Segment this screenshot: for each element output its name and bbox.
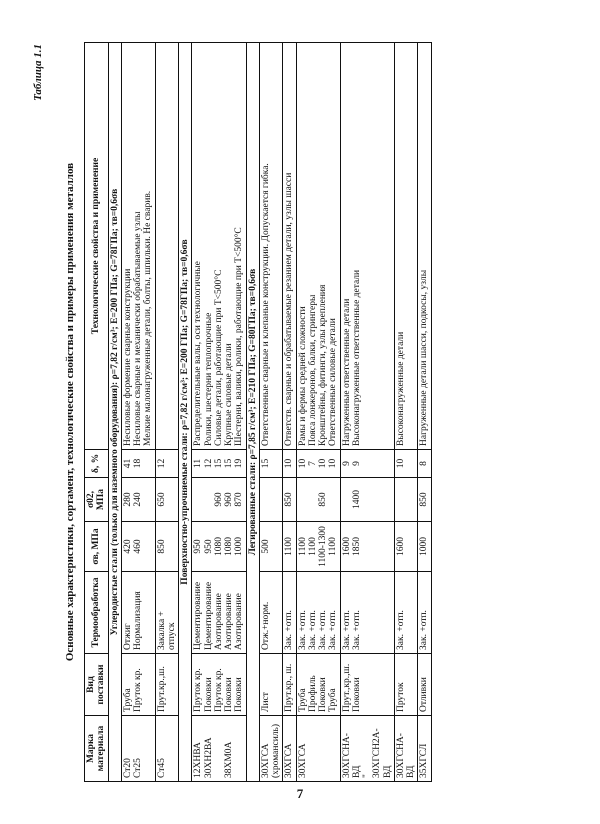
cell-line: 30ХН2ВА (203, 737, 214, 778)
supply-cell (418, 654, 431, 716)
header-sigma-b: σв, МПа (85, 522, 109, 572)
cell-line: Распределительные валы, оси технологичные (193, 261, 204, 446)
cell-line: Высоконагруженные детали (395, 331, 406, 446)
cell-line: Крупные силовые детали (224, 343, 234, 446)
section-header-row (246, 43, 259, 782)
cell-line: 420 (122, 539, 133, 554)
cell-line: Высоконагруженные ответственные детали (351, 269, 362, 446)
page-number: 7 (296, 786, 304, 801)
cell-line: 1080 (224, 537, 234, 556)
sigma-02-cell (192, 478, 246, 522)
cell-line: 10 (328, 458, 339, 469)
cell-line: 9 (341, 461, 352, 466)
cell-line: " (362, 774, 372, 778)
cell-line: Прут.кр.,ш. (156, 666, 167, 712)
application-cell (418, 43, 431, 450)
supply-cell (340, 654, 394, 716)
cell-line: 15 (213, 458, 224, 469)
cell-line: 240 (133, 492, 143, 507)
section-title: Углеродистые стали (только для наземного оборудования): ρ=7,82 г/см³; E=200 ГПа; G=78ГПа; τв=0,6σв (108, 43, 121, 782)
cell-line: ВД (351, 765, 362, 778)
delta-cell (394, 450, 418, 478)
cell-line: Ст45 (156, 758, 167, 778)
supply-cell (296, 654, 340, 716)
table-row (394, 43, 418, 782)
cell-line: 1000 (419, 537, 430, 556)
sigma-02-cell (340, 478, 394, 522)
material-cell (394, 716, 418, 782)
cell-line: 870 (234, 492, 245, 507)
cell-line: 15 (224, 458, 234, 469)
cell-line: Зак. +отп. (419, 610, 430, 650)
cell-line: 15 (260, 458, 271, 469)
cell-line: 18 (133, 458, 143, 469)
cell-line: Азотирование (213, 593, 224, 650)
cell-line: 1100 (307, 537, 318, 556)
material-cell (259, 716, 283, 782)
sigma-b-cell (192, 522, 246, 572)
cell-line: Отжиг (122, 623, 133, 650)
cell-line: 10 (297, 458, 308, 469)
application-cell (192, 43, 246, 450)
cell-line: Отж.+норм. (260, 601, 271, 650)
cell-line: 8 (419, 461, 430, 466)
table-row (192, 43, 246, 782)
cell-line: 960 (224, 492, 234, 507)
table-row (155, 43, 179, 782)
cell-line: Цементирование (203, 581, 214, 650)
cell-line: Пояса лонжеронов, балки, стрингеры (307, 294, 318, 446)
delta-cell (259, 450, 283, 478)
cell-line: Прут.кр., ш. (284, 663, 295, 712)
sigma-02-cell (283, 478, 296, 522)
supply-cell (283, 654, 296, 716)
cell-line: Поковки (234, 677, 245, 712)
cell-line (261, 481, 271, 518)
cell-line: Ст20 (122, 758, 133, 778)
supply-cell (121, 654, 155, 716)
cell-line: (хромансиль) (271, 723, 281, 778)
cell-line (193, 481, 203, 518)
cell-line: Кронштейны, фитинги, узлы крепления (318, 284, 328, 446)
cell-line: Труба (122, 688, 133, 712)
section-header-row (179, 43, 192, 782)
cell-line: 1100 (328, 537, 339, 556)
material-cell (155, 716, 179, 782)
cell-line: 1080 (213, 537, 224, 556)
table-row (418, 43, 431, 782)
cell-line: Нагруженные детали шасси, подкосы, узлы (419, 269, 430, 446)
cell-line: отпуск (166, 622, 177, 650)
heat-treatment-cell (155, 572, 179, 654)
cell-line: 1100 (284, 537, 295, 556)
cell-line: 35ХГСЛ (419, 743, 430, 778)
application-cell (296, 43, 340, 450)
delta-cell (296, 450, 340, 478)
cell-line: Азотирование (234, 593, 245, 650)
cell-line (157, 46, 167, 446)
cell-line: Зак. +отп. (284, 610, 295, 650)
cell-line: Ответств. сварные и обрабатываемые резанием детали, узлы шасси (284, 172, 295, 446)
cell-line: 850 (284, 492, 295, 507)
cell-line: 1400 (351, 490, 362, 509)
cell-line: Отливки (419, 677, 430, 712)
cell-line: Закалка + (156, 611, 167, 650)
delta-cell (121, 450, 155, 478)
cell-line: 11 (193, 458, 204, 469)
cell-line: Ответственные сварные и клепаные конструкции. Допускается гибка. (260, 163, 271, 446)
header-supply: Вид поставки (85, 654, 109, 716)
cell-line: 1600 (395, 537, 406, 556)
material-cell (121, 716, 155, 782)
cell-line: Труба (297, 688, 308, 712)
header-heat-treatment: Термообработка (85, 572, 109, 654)
table-caption: Основные характеристики, сортамент, технологические свойства и примеры применения металлов (64, 162, 76, 662)
cell-line: Поковки (351, 677, 362, 712)
cell-line: 30ХГСНА- (395, 733, 406, 778)
supply-cell (192, 654, 246, 716)
sigma-02-cell (418, 478, 431, 522)
material-cell (340, 716, 394, 782)
cell-line (328, 481, 338, 518)
cell-line: 10 (318, 458, 328, 469)
table-body (108, 43, 431, 782)
heat-treatment-cell (418, 572, 431, 654)
sigma-02-cell (259, 478, 283, 522)
cell-line: Зак. +отп. (328, 610, 339, 650)
sigma-b-cell (283, 522, 296, 572)
material-cell (418, 716, 431, 782)
table-row (121, 43, 155, 782)
heat-treatment-cell (192, 572, 246, 654)
cell-line: Ст25 (133, 758, 143, 778)
cell-line: 1100-1300 (318, 526, 328, 567)
delta-cell (418, 450, 431, 478)
cell-line: Пруток кр. (193, 668, 204, 712)
cell-line: 12ХНВА (193, 742, 204, 778)
cell-line: Ролики, шестерни теплопрочные (203, 312, 214, 446)
cell-line: 850 (156, 539, 167, 554)
cell-line: 19 (234, 458, 245, 469)
cell-line: Шестерни, валики, ролики, работающие при T<500°C (234, 227, 245, 446)
application-cell (340, 43, 394, 450)
rotated-page-content (30, 42, 570, 782)
cell-line: 950 (193, 539, 204, 554)
delta-cell (340, 450, 394, 478)
cell-line: Несиловые формение сварные конструкции (122, 268, 133, 446)
cell-line: 41 (122, 458, 133, 469)
cell-line: 850 (318, 492, 328, 507)
cell-line: 1000 (234, 537, 245, 556)
material-cell (283, 716, 296, 782)
cell-line: 950 (203, 539, 214, 554)
sigma-b-cell (259, 522, 283, 572)
cell-line: 12 (156, 458, 167, 469)
header-application: Технологические свойства и применение (85, 43, 109, 450)
cell-line: Лист (260, 692, 271, 712)
supply-cell (155, 654, 179, 716)
table-number: Таблица 1.1 (32, 44, 44, 101)
cell-line: Азотирование (224, 593, 234, 650)
application-cell (394, 43, 418, 450)
heat-treatment-cell (394, 572, 418, 654)
table-row (259, 43, 283, 782)
delta-cell (192, 450, 246, 478)
sigma-b-cell (394, 522, 418, 572)
cell-line: 12 (203, 458, 214, 469)
cell-line: 7 (307, 461, 318, 466)
cell-line: 850 (419, 492, 430, 507)
cell-line: Зак. +отп. (318, 610, 328, 650)
cell-line: Пруток кр. (213, 668, 224, 712)
cell-line (396, 481, 406, 518)
cell-line: 30ХГСА (260, 743, 271, 778)
cell-line: Зак. +отп. (297, 610, 308, 650)
cell-line: 500 (260, 539, 271, 554)
header-material: Марка материала (85, 716, 109, 782)
cell-line: Пруток кр. (133, 668, 143, 712)
cell-line: 30ХГСН2А- (372, 728, 383, 778)
heat-treatment-cell (121, 572, 155, 654)
cell-line: ВД (382, 765, 393, 778)
heat-treatment-cell (296, 572, 340, 654)
cell-line: Поковки (318, 677, 328, 712)
cell-line: Мелкие малонагруженные детали, болты, шпильки. Не сварив. (143, 190, 154, 446)
cell-line: 280 (122, 492, 133, 507)
table-row (340, 43, 394, 782)
heat-treatment-cell (259, 572, 283, 654)
cell-line: 650 (156, 492, 167, 507)
cell-line: Профиль (307, 675, 318, 712)
cell-line: Несиловые сварные и механически обрабатываемые узлы (133, 211, 143, 446)
application-cell (155, 43, 179, 450)
cell-line: 30ХГСНА- (341, 733, 352, 778)
cell-line: Поковки (203, 677, 214, 712)
application-cell (283, 43, 296, 450)
cell-line (298, 481, 308, 518)
sigma-02-cell (394, 478, 418, 522)
cell-line: 1850 (351, 537, 362, 556)
sigma-b-cell (155, 522, 179, 572)
sigma-b-cell (418, 522, 431, 572)
cell-line: 30ХГСА (297, 743, 308, 778)
cell-line: Поковки (224, 677, 234, 712)
cell-line: Нагруженные ответственные детали (341, 298, 352, 446)
material-cell (192, 716, 246, 782)
sigma-b-cell (296, 522, 340, 572)
section-title: Поверхностно-упрочняемые стали: ρ=7,82 г/см³; E=200 ГПа; G=78ГПа; τв=0,6σв (179, 43, 192, 782)
cell-line: Зак. +отп. (307, 610, 318, 650)
cell-line: Нормализация (133, 591, 143, 650)
section-header-row (108, 43, 121, 782)
cell-line (308, 481, 318, 518)
header-sigma-02: σ02, МПа (85, 478, 109, 522)
cell-line: Силовые детали, работающие при T<500°C (213, 269, 224, 446)
cell-line: 1100 (297, 537, 308, 556)
sigma-02-cell (155, 478, 179, 522)
materials-table (84, 42, 432, 782)
header-delta: δ, % (85, 450, 109, 478)
cell-line: 38ХМ0А (224, 741, 234, 778)
table-row (296, 43, 340, 782)
section-title: Легированные стали: ρ=7,85 г/см³; E=210 ГПа; G=80ГПа; τв=0,6σв (246, 43, 259, 782)
cell-line: ВД (406, 765, 416, 778)
cell-line: Прут.,кр.,ш. (341, 663, 352, 712)
cell-line: 9 (351, 461, 362, 466)
cell-line: Ответственные силовые детали (328, 318, 339, 446)
application-cell (121, 43, 155, 450)
heat-treatment-cell (340, 572, 394, 654)
delta-cell (283, 450, 296, 478)
sigma-02-cell (121, 478, 155, 522)
cell-line (342, 481, 352, 518)
supply-cell (259, 654, 283, 716)
sigma-b-cell (340, 522, 394, 572)
cell-line: Пруток (395, 682, 406, 712)
cell-line: 1600 (341, 537, 352, 556)
supply-cell (394, 654, 418, 716)
cell-line: Зак. +отп. (351, 610, 362, 650)
cell-line: Труба (328, 688, 339, 712)
application-cell (259, 43, 283, 450)
cell-line: 30ХГСА (284, 743, 295, 778)
sigma-b-cell (121, 522, 155, 572)
cell-line: 460 (133, 539, 143, 554)
cell-line: 10 (395, 458, 406, 469)
table-header-row (85, 43, 109, 782)
cell-line (204, 481, 214, 518)
heat-treatment-cell (283, 572, 296, 654)
material-cell (296, 716, 340, 782)
cell-line: Зак. +отп. (395, 610, 406, 650)
cell-line: Цементирование (193, 581, 204, 650)
cell-line: 10 (284, 458, 295, 469)
cell-line: Зак. +отп. (341, 610, 352, 650)
table-row (283, 43, 296, 782)
cell-line: Рамы и фермы средней сложности (297, 306, 308, 446)
delta-cell (155, 450, 179, 478)
cell-line: 960 (213, 492, 224, 507)
sigma-02-cell (296, 478, 340, 522)
cell-line (214, 719, 224, 778)
